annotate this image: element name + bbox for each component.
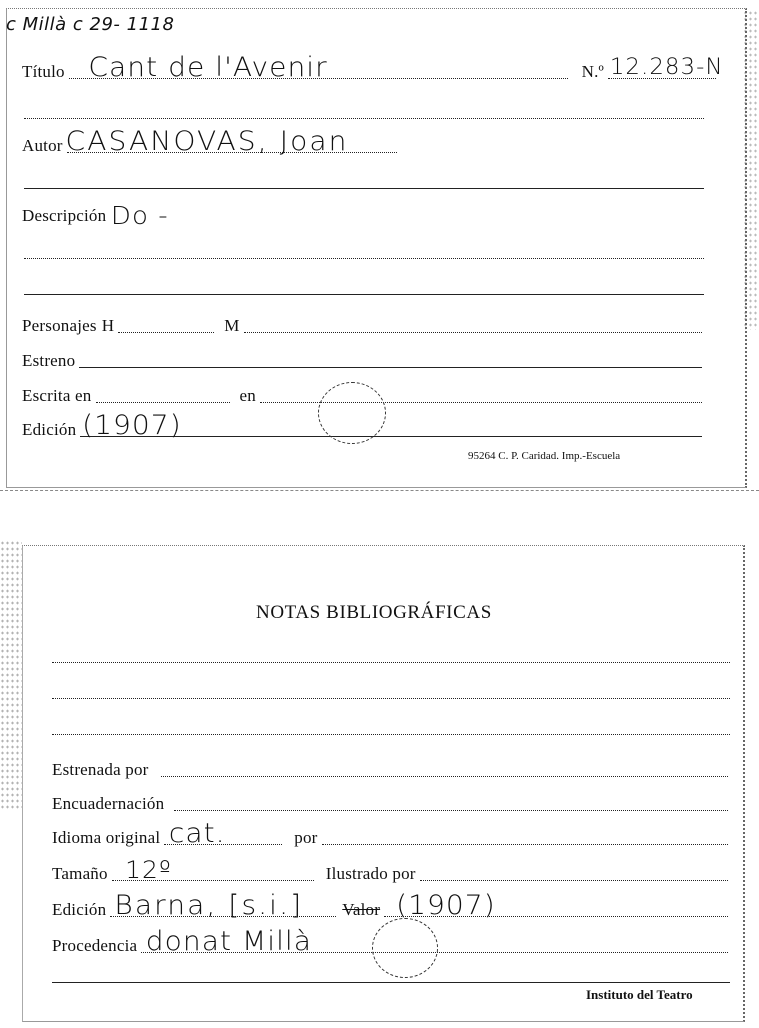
escrita-label: Escrita en — [22, 386, 92, 405]
personajes-row — [22, 314, 706, 336]
ilustrado-field — [420, 862, 728, 881]
titulo-extra-line — [24, 118, 704, 119]
numero-label: N.º — [581, 62, 604, 81]
numero-field — [608, 55, 724, 80]
personajes-m-field — [244, 314, 702, 333]
personajes-label: Personajes — [22, 316, 97, 335]
encuadernacion-field — [174, 792, 728, 811]
descripcion-field — [106, 201, 322, 230]
card-separator — [0, 490, 759, 491]
valor-field — [384, 890, 728, 921]
escrita-field — [96, 384, 230, 403]
stamp-circle — [318, 382, 386, 444]
notas-line-3 — [52, 734, 730, 735]
escrita-en-label: en — [239, 386, 256, 405]
institution-footer: Instituto del Teatro — [586, 987, 693, 1002]
notas-line-2 — [52, 698, 730, 699]
titulo-value: Cant de l'Avenir — [88, 52, 328, 83]
encuadernacion-row — [52, 792, 732, 814]
numero-value: 12.283-N — [609, 55, 724, 80]
tamano-value: 12º — [124, 856, 172, 884]
edicion-value: (1907) — [82, 410, 182, 441]
descripcion-value: Do - — [111, 201, 169, 230]
estreno-field — [79, 349, 702, 368]
estreno-label: Estreno — [22, 351, 76, 370]
tamano-field — [112, 856, 314, 884]
descripcion-line-2 — [24, 294, 704, 295]
autor-field — [65, 126, 397, 157]
corner-handwritten-note: c Millà c 29- 1118 — [6, 14, 175, 35]
titulo-row — [22, 52, 724, 83]
estrenada-label: Estrenada por — [52, 760, 149, 779]
notas-header: NOTAS BIBLIOGRÁFICAS — [256, 602, 492, 623]
descripcion-line-1 — [24, 258, 704, 259]
idioma-por-label: por — [294, 828, 318, 847]
procedencia-label: Procedencia — [52, 936, 138, 955]
idioma-field — [164, 818, 282, 849]
descripcion-label: Descripción — [22, 206, 107, 225]
personajes-m-label: M — [224, 316, 240, 335]
stamp-circle-back — [372, 918, 438, 978]
edicion-back-row — [52, 890, 732, 921]
idioma-value: cat. — [169, 818, 226, 849]
autor-row — [22, 126, 712, 157]
idioma-por-field — [322, 826, 728, 845]
titulo-field — [69, 52, 568, 83]
ilustrado-label: Ilustrado por — [325, 864, 416, 883]
edicion-label: Edición — [22, 420, 77, 439]
edicion-field — [80, 410, 702, 441]
autor-extra-line — [24, 188, 704, 189]
descripcion-row — [22, 201, 322, 230]
personajes-h-field — [118, 314, 214, 333]
valor-value: (1907) — [396, 890, 496, 921]
procedencia-value: donat Millà — [146, 926, 313, 957]
idioma-label: Idioma original — [52, 828, 161, 847]
titulo-label: Título — [22, 62, 65, 81]
autor-value: CASANOVAS, Joan — [65, 126, 349, 157]
imprint-text: 95264 C. P. Caridad. Imp.-Escuela — [468, 450, 621, 462]
scan-speckle-left — [0, 540, 22, 810]
valor-label: Valor — [342, 900, 381, 919]
edicion-back-label: Edición — [52, 900, 107, 919]
tamano-label: Tamaño — [52, 864, 108, 883]
idioma-row — [52, 818, 732, 849]
autor-label: Autor — [22, 136, 63, 155]
edicion-back-field — [110, 890, 336, 921]
edicion-back-value: Barna, [s.i.] — [114, 890, 304, 921]
personajes-h-label: H — [101, 316, 115, 335]
procedencia-extra-line — [52, 982, 730, 983]
encuadernacion-label: Encuadernación — [52, 794, 165, 813]
notas-line-1 — [52, 662, 730, 663]
estrenada-field — [161, 758, 728, 777]
estrenada-row — [52, 758, 732, 780]
tamano-row — [52, 856, 732, 884]
estreno-row — [22, 349, 706, 371]
